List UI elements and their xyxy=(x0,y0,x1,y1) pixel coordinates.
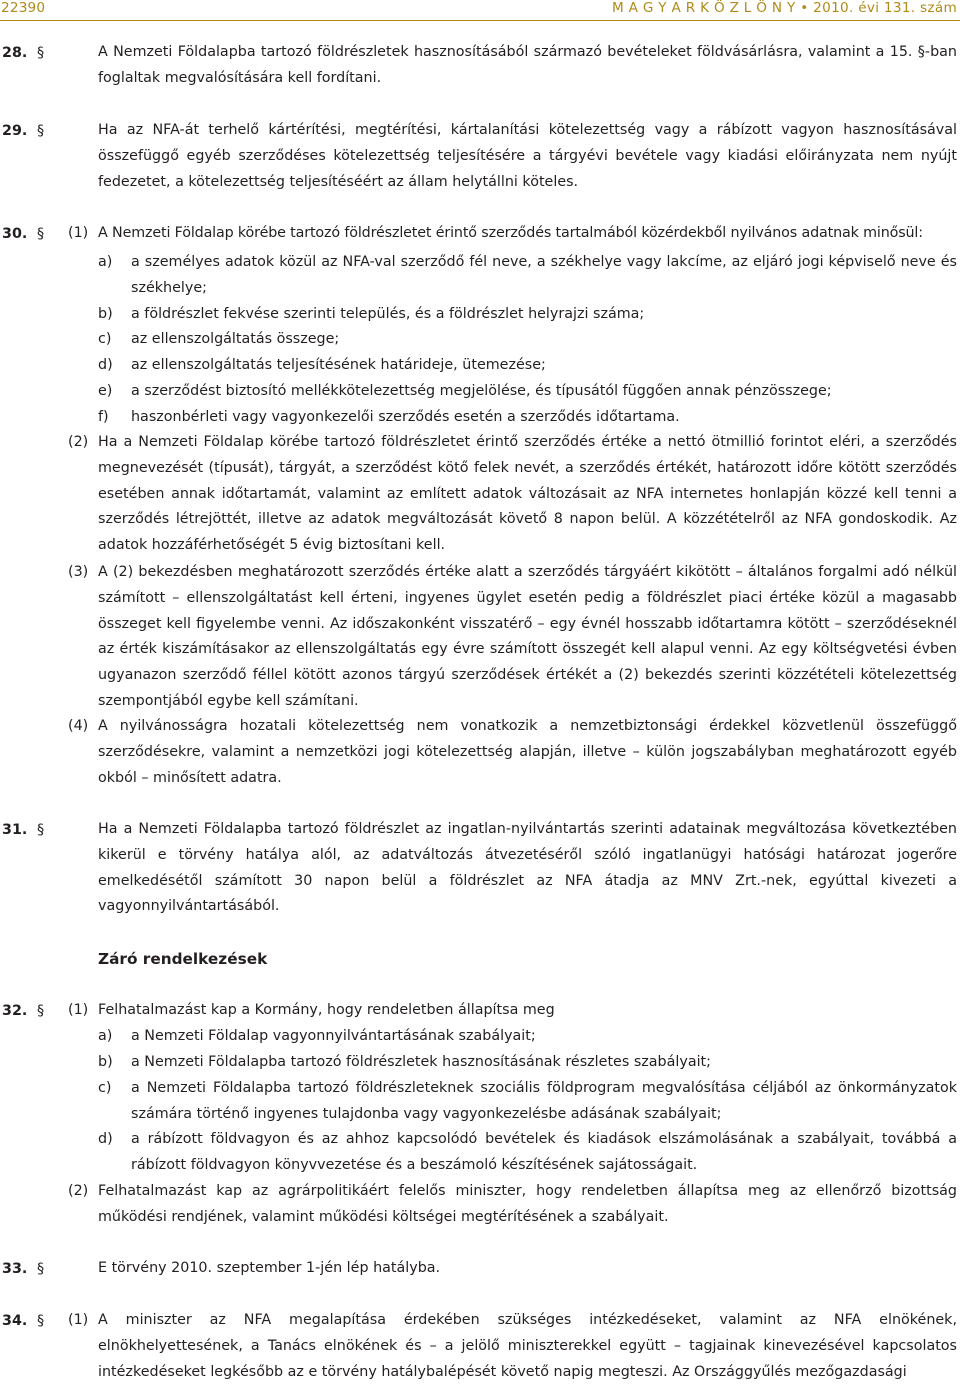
list-item-text: a szerződést biztosító mellékkötelezettség megjelölése, és típusától függően annak pénzösszege; xyxy=(131,383,832,399)
list-item-label: c) xyxy=(98,331,112,347)
section-number: 30. xyxy=(2,226,28,242)
header-rule xyxy=(0,20,960,21)
paragraph-text: A (2) bekezdésben meghatározott szerződés értéke alatt a szerződés tárgyáért kikötött – általános forgalmi adó nélkül számított – ellenszolgáltatást kell érteni, ingyenes ügylet esetén pedig a földrészlet piaci értéke közül a magasabb összeget kell figyelembe venni. Az időszakonként visszatérő – egy évnél hosszabb időtartamra kötött – szerződéseknél az érték kiszámításakor az ellenszolgáltatás egy évre számított összegét kell alapul venni. Az egy költségvetési évben ugyanazon szerződő féllel kötött azonos tárgyú szerződések értékét a (2) bekezdés szerinti közzétételi kötelezettség szempontjából egybe kell számítani. xyxy=(98,564,957,709)
paragraph-text: A miniszter az NFA megalapítása érdekében szükséges intézkedéseket, valamint az NFA elnökének, elnökhelyettesének, a Tanács elnökének és – a jelölő miniszterekkel együtt – tagjainak kinevezésével kapcsolatos intézkedéseket legkésőbb az e törvény hatálybalépését követő napig megteszi. Az Országgyűlés mezőgazdasági xyxy=(98,1312,957,1380)
paragraph-text: A Nemzeti Földalap körébe tartozó földrészletet érintő szerződés tartalmából közérdekből nyilvános adatnak minősül: xyxy=(98,225,923,241)
section-text: Ha a Nemzeti Földalapba tartozó földrészlet az ingatlan-nyilvántartás szerinti adatainak megváltozása következtében kikerül e törvény hatálya alól, az adatváltozás átvezetéséről szóló ingatlanügyi hatósági határozat jogerőre emelkedésétől számított 30 napon belül a földrészlet az NFA átadja az MNV Zrt.-nek, egyúttal kivezeti a vagyonnyilvántartásából. xyxy=(98,821,957,915)
paragraph-text: A nyilvánosságra hozatali kötelezettség nem vonatkozik a nemzetbiztonsági érdekkel közvetlenül összefüggő szerződésekre, valamint a nemzetközi jogi kötelezettség alapján, illetve – külön jogszabályban meghatározott egyéb okból – minősített adatra. xyxy=(98,718,957,786)
section-sign: § xyxy=(37,822,45,838)
section-number: 29. xyxy=(2,123,28,139)
paragraph-label: (2) xyxy=(68,1183,89,1199)
paragraph-label: (1) xyxy=(68,225,89,241)
section-sign: § xyxy=(37,226,45,242)
list-item-text: a rábízott földvagyon és az ahhoz kapcsolódó bevételek és kiadások elszámolásának a szabályait, továbbá a rábízott földvagyon könyvvezetése és a beszámoló készítésének sajátosságait. xyxy=(131,1131,957,1173)
running-head: M A G Y A R K Ö Z L Ö N Y • 2010. évi 131. szám xyxy=(611,0,957,16)
list-item-text: az ellenszolgáltatás teljesítésének határideje, ütemezése; xyxy=(131,357,546,373)
list-item-text: a földrészlet fekvése szerinti település, és a földrészlet helyrajzi száma; xyxy=(131,306,645,322)
list-item-label: d) xyxy=(98,1131,113,1147)
list-item-label: b) xyxy=(98,1054,113,1070)
section-number: 33. xyxy=(2,1261,28,1277)
paragraph-label: (2) xyxy=(68,434,89,450)
paragraph-label: (1) xyxy=(68,1312,89,1328)
list-item-text: a Nemzeti Földalapba tartozó földrészleteknek szociális földprogram megvalósítása céljából az önkormányzatok számára történő ingyenes tulajdonba vagy vagyonkezelésbe adásának szabályait; xyxy=(131,1080,957,1122)
list-item-text: az ellenszolgáltatás összege; xyxy=(131,331,340,347)
section-text: Ha az NFA-át terhelő kártérítési, megtérítési, kártalanítási kötelezettség vagy a rábízott vagyon hasznosításával összefüggő egyéb szerződéses kötelezettség teljesítésére a tárgyévi bevétele vagy kiadási előirányzata nem nyújt fedezetet, a kötelezettség teljesítéséért az állam helytállni köteles. xyxy=(98,122,957,190)
section-sign: § xyxy=(37,1261,45,1277)
list-item-text: a személyes adatok közül az NFA-val szerződő fél neve, a székhelye vagy lakcíme, az eljáró jogi képviselő neve és székhelye; xyxy=(131,254,957,296)
list-item-label: e) xyxy=(98,383,113,399)
section-sign: § xyxy=(37,1003,45,1019)
list-item-label: b) xyxy=(98,306,113,322)
section-number: 28. xyxy=(2,45,28,61)
paragraph-label: (1) xyxy=(68,1002,89,1018)
list-item-label: a) xyxy=(98,254,113,270)
section-sign: § xyxy=(37,45,45,61)
paragraph-text: Felhatalmazást kap az agrárpolitikáért felelős miniszter, hogy rendeletben állapítsa meg az ellenőrző bizottság működési rendjének, valamint működési költségei megtérítésének a szabályait. xyxy=(98,1183,957,1225)
paragraph-text: Ha a Nemzeti Földalap körébe tartozó földrészletet érintő szerződés értéke a nettó ötmillió forintot eléri, a szerződés megnevezését (típusát), tárgyát, a szerződést kötő felek nevét, a szerződés értékét, határozott időre kötött szerződés esetében annak időtartamát, valamint az említett adatok változásait az NFA internetes honlapján közzé kell tenni a szerződés létrejöttét, illetve az adatok megváltozását követő 8 napon belül. A közzétételről az NFA gondoskodik. Az adatok hozzáférhetőségét 5 évig biztosítani kell. xyxy=(98,434,957,554)
paragraph-label: (4) xyxy=(68,718,89,734)
page-number: 22390 xyxy=(1,0,46,16)
section-number: 31. xyxy=(2,822,28,838)
section-number: 34. xyxy=(2,1313,28,1329)
section-text: A Nemzeti Földalapba tartozó földrészletek hasznosításából származó bevételeket földvásárlásra, valamint a 15. §-ban foglaltak megvalósítására kell fordítani. xyxy=(98,44,957,86)
section-sign: § xyxy=(37,123,45,139)
list-item-label: c) xyxy=(98,1080,112,1096)
section-number: 32. xyxy=(2,1003,28,1019)
paragraph-text: Felhatalmazást kap a Kormány, hogy rendeletben állapítsa meg xyxy=(98,1002,555,1018)
section-heading: Záró rendelkezések xyxy=(98,950,268,968)
list-item-text: a Nemzeti Földalapba tartozó földrészletek hasznosításának részletes szabályait; xyxy=(131,1054,711,1070)
section-text: E törvény 2010. szeptember 1-jén lép hatályba. xyxy=(98,1260,441,1276)
page-header xyxy=(0,0,960,22)
list-item-text: haszonbérleti vagy vagyonkezelői szerződés esetén a szerződés időtartama. xyxy=(131,409,680,425)
section-sign: § xyxy=(37,1313,45,1329)
list-item-label: a) xyxy=(98,1028,113,1044)
list-item-label: f) xyxy=(98,409,109,425)
paragraph-label: (3) xyxy=(68,564,89,580)
list-item-label: d) xyxy=(98,357,113,373)
list-item-text: a Nemzeti Földalap vagyonnyilvántartásának szabályait; xyxy=(131,1028,536,1044)
